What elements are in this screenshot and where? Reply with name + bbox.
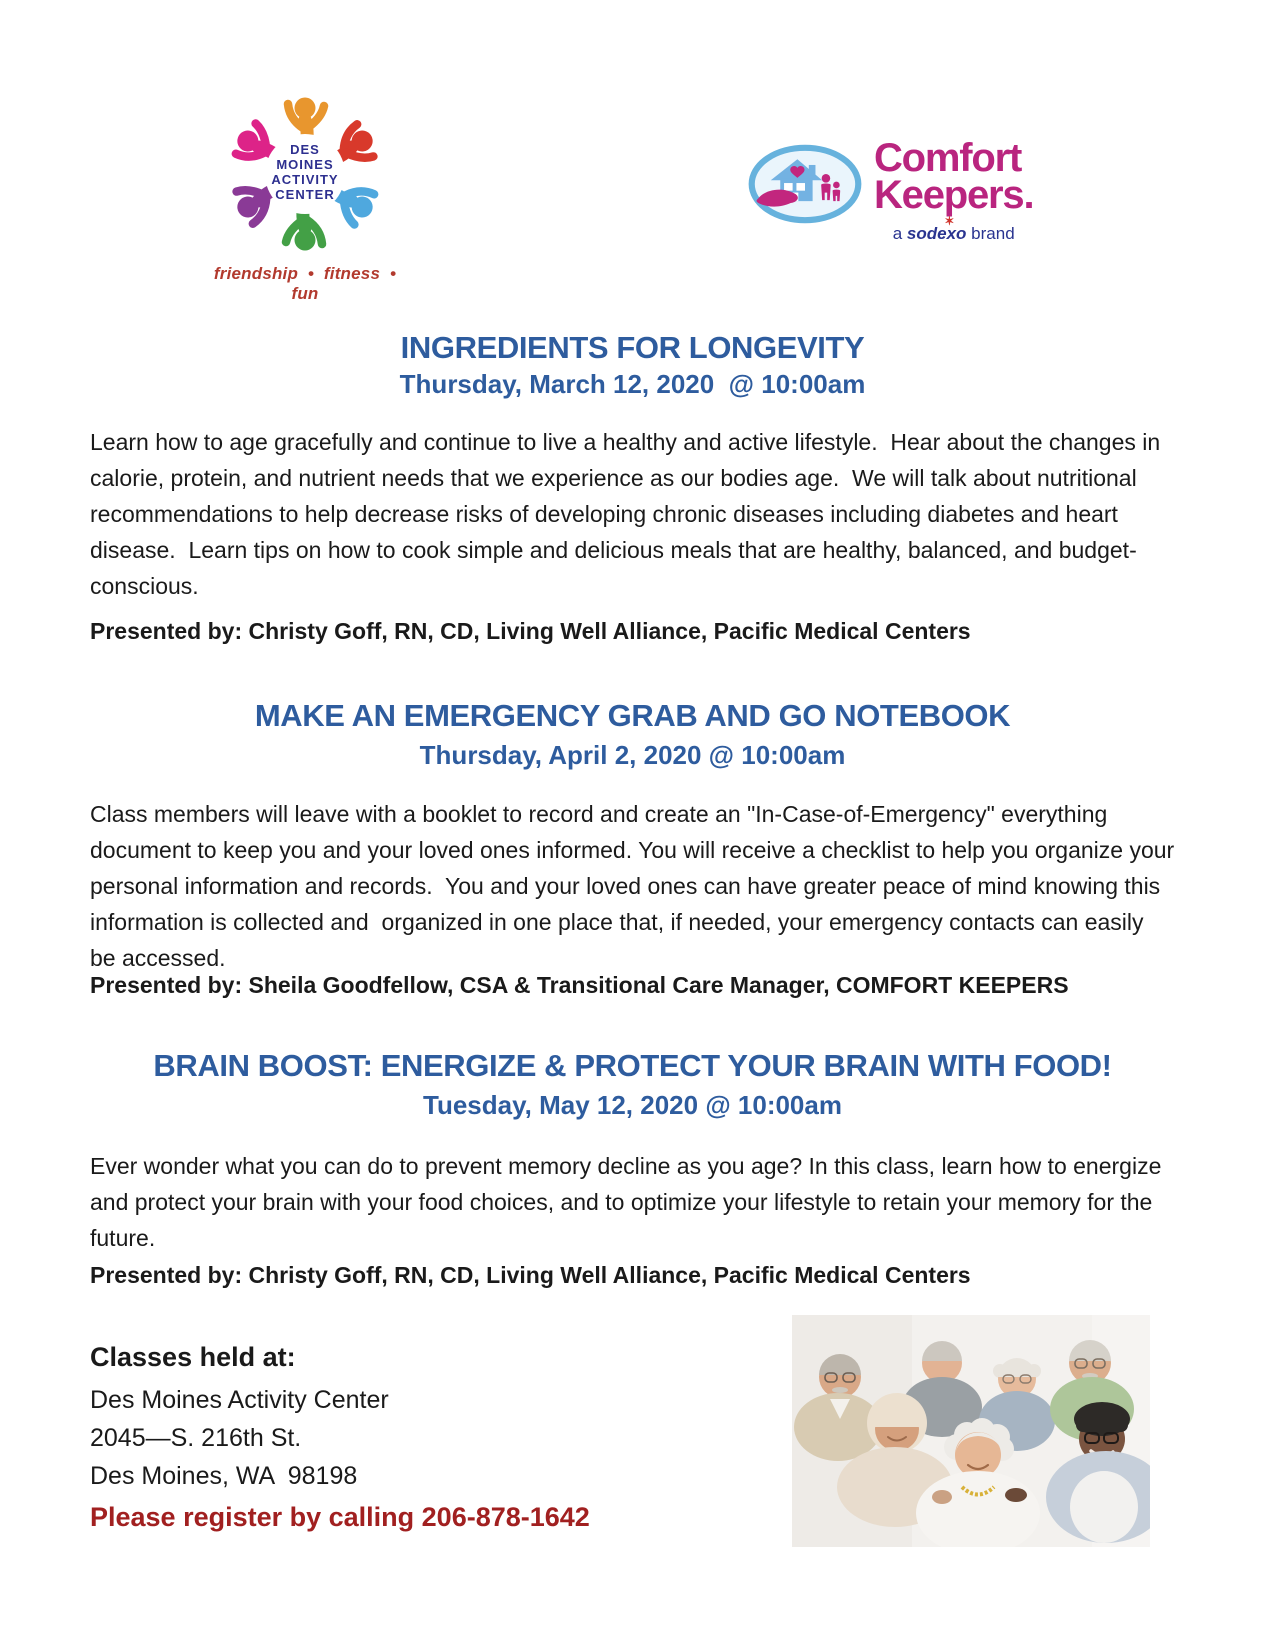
comfort-keepers-logo — [746, 136, 1034, 244]
session-1-datetime: Thursday, March 12, 2020 @ 10:00am — [399, 369, 866, 399]
dmac-name-line3: ACTIVITY — [271, 172, 339, 187]
sodexo-wordmark: sodexo ✶ — [906, 214, 967, 243]
venue-address-city: Des Moines, WA 98198 — [90, 1462, 358, 1490]
session-2-title: MAKE AN EMERGENCY GRAB AND GO NOTEBOOK — [254, 698, 1011, 733]
dmac-tagline: friendship • fitness • fun — [213, 264, 406, 303]
ck-word1: Comfort — [874, 136, 1022, 180]
comfort-keepers-emblem-icon — [746, 140, 864, 228]
dmac-name-line1: DES — [290, 142, 320, 157]
venue-address-street: 2045—S. 216th St. — [90, 1424, 302, 1452]
session-1-title: INGREDIENTS FOR LONGEVITY — [400, 330, 865, 365]
dmac-logo — [205, 92, 405, 304]
dmac-logo-graphic — [210, 92, 400, 256]
session-2-datetime: Thursday, April 2, 2020 @ 10:00am — [419, 740, 846, 770]
ck-word2: Keepers. — [874, 173, 1034, 217]
session-2-presenter: Presented by: Sheila Goodfellow, CSA & Transitional Care Manager, COMFORT KEEPERS — [90, 972, 1069, 998]
session-3-description: Ever wonder what you can do to prevent memory decline as you age? In this class, learn how to energize and protect your brain with your food choices, and to optimize your lifestyle to retain your memory for the future. — [90, 1153, 1168, 1251]
seniors-group-photo — [792, 1315, 1150, 1547]
register-phone-note: Please register by calling 206-878-1642 — [90, 1502, 590, 1532]
session-3-datetime: Tuesday, May 12, 2020 @ 10:00am — [423, 1090, 842, 1120]
classes-held-at-label: Classes held at: — [90, 1342, 296, 1372]
session-2-description: Class members will leave with a booklet to record and create an "In-Case-of-Emergency" everything document to keep you and your loved ones informed. You will receive a checklist to help you organize your personal information and records. You and your loved ones can have greater peace of mind knowing this information is collected and organized in one place that, if needed, your emergency contacts can easily be accessed. — [90, 801, 1181, 971]
sodexo-prefix: a — [892, 224, 907, 243]
session-1-description: Learn how to age gracefully and continue to live a healthy and active lifestyle. Hear about the changes in calorie, protein, and nutrient needs that we experience as our bodies age. We will talk about nutritional recommendations to help decrease risks of developing chronic diseases including diabetes and heart disease. Learn tips on how to cook simple and delicious meals that are healthy, balanced, and budget-conscious. — [90, 429, 1167, 599]
sodexo-brand-line — [874, 214, 1033, 244]
session-1-presenter: Presented by: Christy Goff, RN, CD, Living Well Alliance, Pacific Medical Centers — [90, 618, 971, 644]
dmac-name-line4: CENTER — [275, 187, 335, 202]
session-3-presenter: Presented by: Christy Goff, RN, CD, Living Well Alliance, Pacific Medical Centers — [90, 1262, 971, 1288]
comfort-keepers-wordmark — [874, 136, 1034, 217]
sodexo-star-icon: ✶ — [944, 214, 955, 228]
dmac-name-line2: MOINES — [276, 157, 334, 172]
sodexo-suffix: brand — [966, 224, 1015, 243]
venue-name: Des Moines Activity Center — [90, 1386, 389, 1414]
session-3-title: BRAIN BOOST: ENERGIZE & PROTECT YOUR BRAIN WITH FOOD! — [153, 1048, 1112, 1083]
